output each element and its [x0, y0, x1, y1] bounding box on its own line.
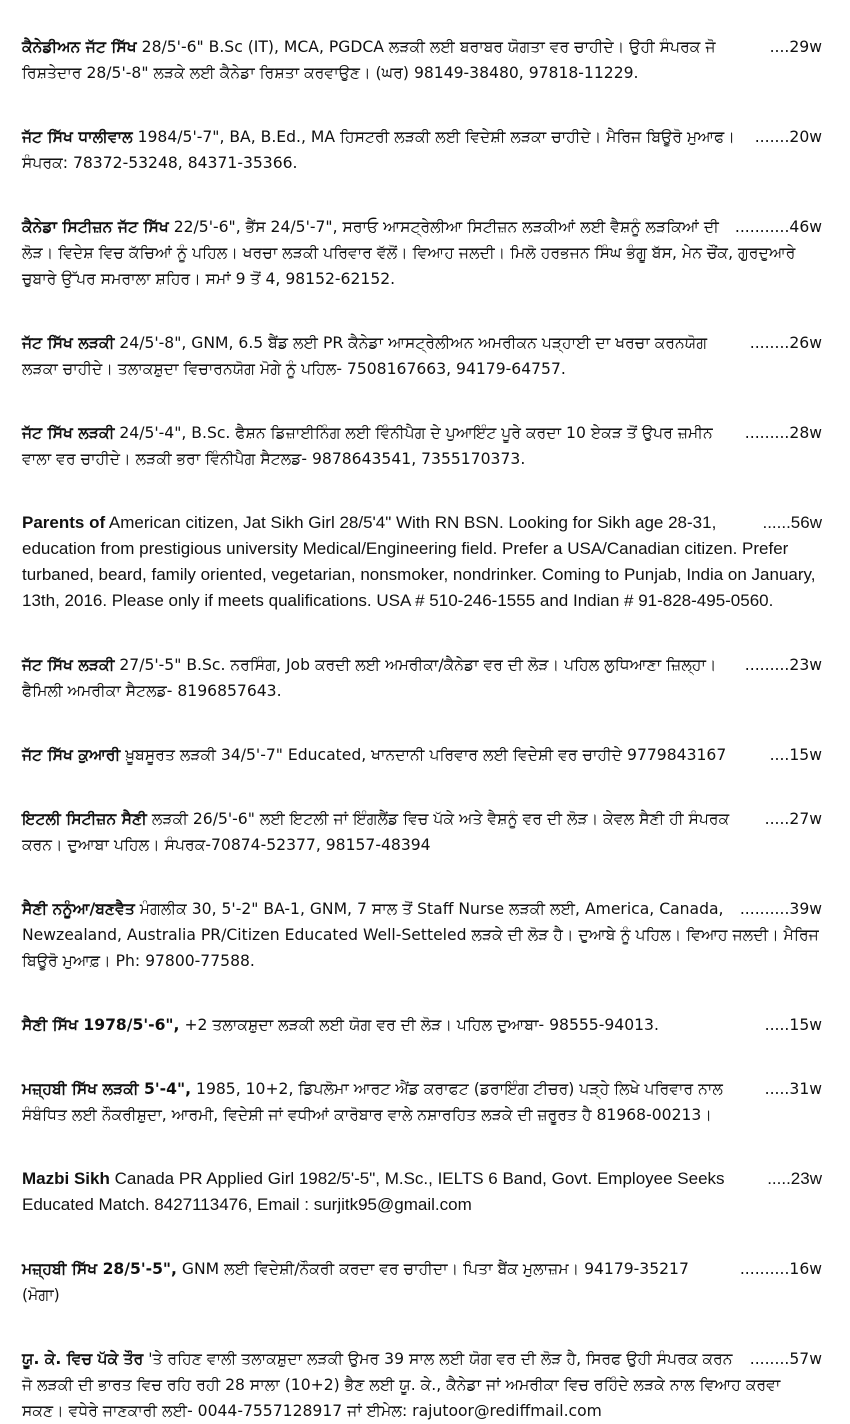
ad-heading: ਸੈਣੀ ਨਨੂੰਆ/ਬਣਵੈਤ — [22, 900, 135, 918]
ad-3 — [22, 214, 822, 292]
ad-13 — [22, 1166, 822, 1218]
ad-heading: Mazbi Sikh — [22, 1169, 110, 1188]
ad-code: .........23w — [744, 656, 822, 674]
ad-body: 'ਤੇ ਰਹਿਣ ਵਾਲੀ ਤਲਾਕਸ਼ੁਦਾ ਲੜਕੀ ਉਮਰ 39 ਸਾਲ ਲਈ ਯੋਗ ਵਰ ਦੀ ਲੋੜ ਹੈ, ਸਿਰਫ ਉਹੀ ਸੰਪਰਕ ਕਰਨ ਜੋ ਲੜਕੀ ਦੀ ਭਾਰਤ ਵਿਚ ਰਹਿ ਰਹੀ 28 ਸਾਲਾ (10+2) ਭੈਣ ਲਈ ਯੂ. ਕੇ., ਕੈਨੇਡਾ ਜਾਂ ਅਮਰੀਕਾ ਵਿਚ ਰਹਿੰਦੇ ਲੜਕੇ ਨਾਲ ਵਿਆਹ ਕਰਵਾ ਸਕਣ। ਵਧੇਰੇ ਜਾਣਕਾਰੀ ਲਈ- 0044-7557128917 ਜਾਂ ਈਮੇਲ: rajutoor@rediffmail.com — [22, 1350, 781, 1420]
ad-code: ...........46w — [734, 218, 822, 236]
ad-15 — [22, 1346, 822, 1424]
ad-body: ਲੜਕੀ 26/5'-6" ਲਈ ਇਟਲੀ ਜਾਂ ਇੰਗਲੈਂਡ ਵਿਚ ਪੱਕੇ ਅਤੇ ਵੈਸ਼ਨੂੰ ਵਰ ਦੀ ਲੋੜ। ਕੇਵਲ ਸੈਣੀ ਹੀ ਸੰਪਰਕ ਕਰਨ। ਦੁਆਬਾ ਪਹਿਲ। ਸੰਪਰਕ-70874-52377, 98157-48394 — [22, 810, 730, 854]
ad-code: .....31w — [764, 1080, 822, 1098]
ad-body: GNM ਲਈ ਵਿਦੇਸ਼ੀ/ਨੌਕਰੀ ਕਰਦਾ ਵਰ ਚਾਹੀਦਾ। ਪਿਤਾ ਬੈਂਕ ਮੁਲਾਜ਼ਮ। 94179-35217 (ਮੋਗਾ) — [22, 1260, 689, 1304]
ad-heading: ਜੱਟ ਸਿੱਖ ਲੜਕੀ — [22, 424, 115, 442]
ad-body: +2 ਤਲਾਕਸ਼ੁਦਾ ਲੜਕੀ ਲਈ ਯੋਗ ਵਰ ਦੀ ਲੋੜ। ਪਹਿਲ ਦੁਆਬਾ- 98555-94013. — [179, 1016, 659, 1034]
ad-12 — [22, 1076, 822, 1128]
ad-heading: ਕੈਨੇਡੀਅਨ ਜੱਟ ਸਿੱਖ — [22, 38, 137, 56]
ad-body: 28/5'-6" B.Sc (IT), MCA, PGDCA ਲੜਕੀ ਲਈ ਬਰਾਬਰ ਯੋਗਤਾ ਵਰ ਚਾਹੀਦੇ। ਉਹੀ ਸੰਪਰਕ ਜੋ ਰਿਸ਼ਤੇਦਾਰ 28/5'-8" ਲੜਕੇ ਲਈ ਕੈਨੇਡਾ ਰਿਸ਼ਤਾ ਕਰਵਾਉਣ। (ਘਰ) 98149-38480, 97818-11229. — [22, 38, 716, 82]
ad-heading: ਸੈਣੀ ਸਿੱਖ 1978/5'-6", — [22, 1016, 180, 1034]
ad-14 — [22, 1256, 822, 1308]
ad-8 — [22, 742, 822, 768]
ad-code: .......20w — [754, 128, 822, 146]
ad-4 — [22, 330, 822, 382]
ad-body: 1985, 10+2, ਡਿਪਲੋਮਾ ਆਰਟ ਐਂਡ ਕਰਾਫਟ (ਡਰਾਇੰਗ ਟੀਚਰ) ਪੜ੍ਹੇ ਲਿਖੇ ਪਰਿਵਾਰ ਨਾਲ ਸੰਬੰਧਿਤ ਲਈ ਨੌਕਰੀਸ਼ੁਦਾ, ਆਰਮੀ, ਵਿਦੇਸ਼ੀ ਜਾਂ ਵਧੀਆਂ ਕਾਰੋਬਾਰ ਵਾਲੇ ਨਸ਼ਾਰਹਿਤ ਲੜਕੇ ਦੀ ਜ਼ਰੂਰਤ ਹੈ 81968-00213। — [22, 1080, 723, 1124]
ad-code: ........26w — [749, 334, 822, 352]
ad-code: ..........39w — [739, 900, 822, 918]
ad-code: .....23w — [767, 1169, 822, 1188]
ad-heading: ਮਜ਼੍ਹਬੀ ਸਿੱਖ ਲੜਕੀ 5'-4", — [22, 1080, 192, 1098]
ad-9 — [22, 806, 822, 858]
ad-body: 1984/5'-7", BA, B.Ed., MA ਹਿਸਟਰੀ ਲੜਕੀ ਲਈ ਵਿਦੇਸ਼ੀ ਲੜਕਾ ਚਾਹੀਦੇ। ਮੈਰਿਜ ਬਿਊਰੋ ਮੁਆਫ। ਸੰਪਰਕ: 78372-53248, 84371-35366. — [22, 128, 735, 172]
ad-body: American citizen, Jat Sikh Girl 28/5'4" With RN BSN. Looking for Sikh age 28-31, education from prestigious university Medical/Engineering field. Prefer a USA/Canadian citizen. Prefer turbaned, beard, family oriented, vegetarian, nonsmoker, nondrinker. Coming to Punjab, India on January, 13th, 2016. Please only if meets qualifications. USA # 510-246-1555 and Indian # 91-828-495-0560. — [22, 513, 816, 610]
ad-code: ..........16w — [739, 1260, 822, 1278]
ad-heading: ਜੱਟ ਸਿੱਖ ਲੜਕੀ — [22, 656, 115, 674]
ad-11 — [22, 1012, 822, 1038]
ad-code: .....15w — [764, 1016, 822, 1034]
ad-heading: ਜੱਟ ਸਿੱਖ ਲੜਕੀ — [22, 334, 115, 352]
ad-heading: ਜੱਟ ਸਿੱਖ ਕੁਆਰੀ — [22, 746, 121, 764]
ad-heading: ਮਜ਼੍ਹਬੀ ਸਿੱਖ 28/5'-5", — [22, 1260, 177, 1278]
ad-body: ਖ਼ੂਬਸੂਰਤ ਲੜਕੀ 34/5'-7" Educated, ਖਾਨਦਾਨੀ ਪਰਿਵਾਰ ਲਈ ਵਿਦੇਸ਼ੀ ਵਰ ਚਾਹੀਦੇ 9779843167 — [120, 746, 727, 764]
ad-code: ........57w — [749, 1350, 822, 1368]
ad-code: ....29w — [769, 38, 822, 56]
ad-6 — [22, 510, 822, 614]
ad-1 — [22, 34, 822, 86]
ad-code: .....27w — [764, 810, 822, 828]
ad-heading: ਇਟਲੀ ਸਿਟੀਜ਼ਨ ਸੈਣੀ — [22, 810, 147, 828]
ad-5 — [22, 420, 822, 472]
ad-code: ......56w — [762, 513, 822, 532]
ad-2 — [22, 124, 822, 176]
ad-body: 27/5'-5" B.Sc. ਨਰਸਿੰਗ, Job ਕਰਦੀ ਲਈ ਅਮਰੀਕਾ/ਕੈਨੇਡਾ ਵਰ ਦੀ ਲੋੜ। ਪਹਿਲ ਲੁਧਿਆਣਾ ਜ਼ਿਲ੍ਹਾ। ਫੈਮਿਲੀ ਅਮਰੀਕਾ ਸੈਟਲਡ- 8196857643. — [22, 656, 717, 700]
ad-heading: ਜੱਟ ਸਿੱਖ ਧਾਲੀਵਾਲ — [22, 128, 133, 146]
ad-heading: ਕੈਨੇਡਾ ਸਿਟੀਜ਼ਨ ਜੱਟ ਸਿੱਖ — [22, 218, 169, 236]
ad-10 — [22, 896, 822, 974]
ad-body: 22/5'-6", ਭੈਂਸ 24/5'-7", ਸਰਾਓ ਆਸਟ੍ਰੇਲੀਆ ਸਿਟੀਜ਼ਨ ਲੜਕੀਆਂ ਲਈ ਵੈਸ਼ਨੂੰ ਲੜਕਿਆਂ ਦੀ ਲੋੜ। ਵਿਦੇਸ਼ ਵਿਚ ਕੱਚਿਆਂ ਨੂੰ ਪਹਿਲ। ਖਰਚਾ ਲੜਕੀ ਪਰਿਵਾਰ ਵੱਲੋਂ। ਵਿਆਹ ਜਲਦੀ। ਮਿਲੋ ਹਰਭਜਨ ਸਿੰਘ ਭੰਗੂ ਬੱਸ, ਮੇਨ ਚੌਂਕ, ਗੁਰਦੁਆਰੇ ਚੁਬਾਰੇ ਉੱਪਰ ਸਮਰਾਲਾ ਸ਼ਹਿਰ। ਸਮਾਂ 9 ਤੋਂ 4, 98152-62152. — [22, 218, 796, 288]
ad-code: ....15w — [769, 746, 822, 764]
ad-body: Canada PR Applied Girl 1982/5'-5", M.Sc., IELTS 6 Band, Govt. Employee Seeks Educated Match. 8427113476, Email : surjitk95@gmail.com — [22, 1169, 725, 1214]
ad-7 — [22, 652, 822, 704]
ad-code: .........28w — [744, 424, 822, 442]
ad-body: 24/5'-8", GNM, 6.5 ਬੈਂਡ ਲਈ PR ਕੈਨੇਡਾ ਆਸਟ੍ਰੇਲੀਅਨ ਅਮਰੀਕਨ ਪੜ੍ਹਾਈ ਦਾ ਖਰਚਾ ਕਰਨਯੋਗ ਲੜਕਾ ਚਾਹੀਦੇ। ਤਲਾਕਸ਼ੁਦਾ ਵਿਚਾਰਨਯੋਗ ਮੋਗੇ ਨੂੰ ਪਹਿਲ- 7508167663, 94179-64757. — [22, 334, 708, 378]
ad-body: 24/5'-4", B.Sc. ਫੈਸ਼ਨ ਡਿਜ਼ਾਈਨਿੰਗ ਲਈ ਵਿੰਨੀਪੈਗ ਦੇ ਪੁਆਇੰਟ ਪੂਰੇ ਕਰਦਾ 10 ਏਕੜ ਤੋਂ ਉਪਰ ਜ਼ਮੀਨ ਵਾਲਾ ਵਰ ਚਾਹੀਦੇ। ਲੜਕੀ ਭਰਾ ਵਿੰਨੀਪੈਗ ਸੈਟਲਡ- 9878643541, 7355170373. — [22, 424, 713, 468]
ad-body: ਮੰਗਲੀਕ 30, 5'-2" BA-1, GNM, 7 ਸਾਲ ਤੋਂ Staff Nurse ਲੜਕੀ ਲਈ, America, Canada, Newzealand, Australia PR/Citizen Educated Well-Setteled ਲੜਕੇ ਦੀ ਲੋੜ ਹੈ। ਦੁਆਬੇ ਨੂੰ ਪਹਿਲ। ਵਿਆਹ ਜਲਦੀ। ਮੈਰਿਜ ਬਿਊਰੋ ਮੁਆਫ਼। Ph: 97800-77588. — [22, 900, 819, 970]
ad-heading: Parents of — [22, 513, 106, 532]
ad-heading: ਯੂ. ਕੇ. ਵਿਚ ਪੱਕੇ ਤੌਰ — [22, 1350, 144, 1368]
